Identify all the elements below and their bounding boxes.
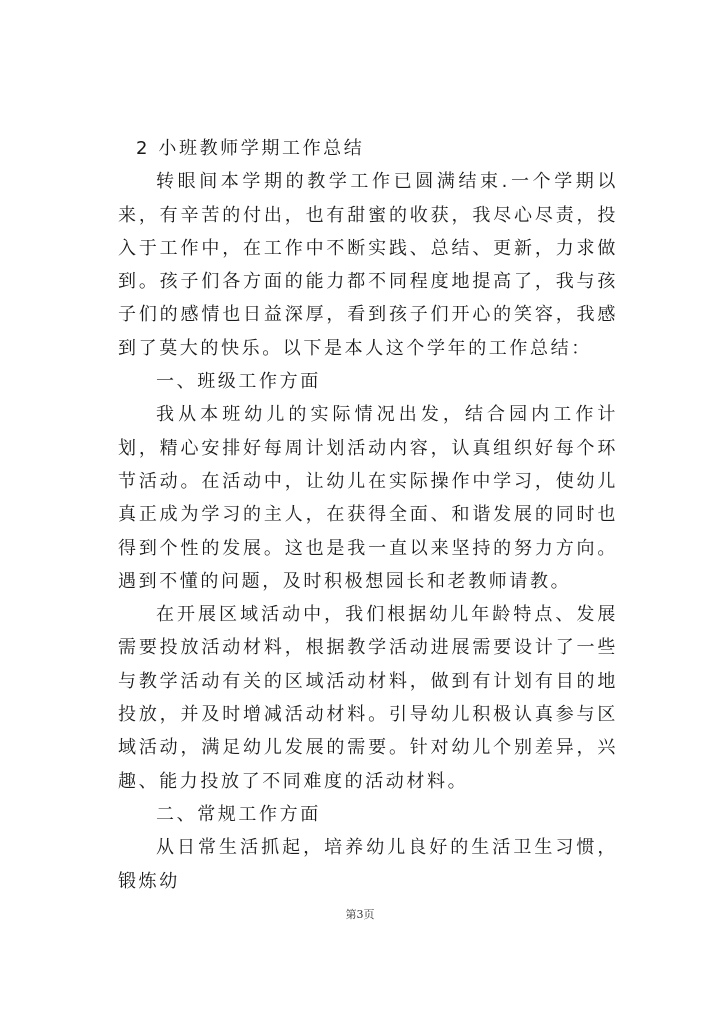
- paragraph-area-activities: 在开展区域活动中，我们根据幼儿年龄特点、发展需要投放活动材料，根据教学活动进展需要设计了一些与教学活动有关的区域活动材料，做到有计划有目的地投放，并及时增减活动材料。引导幼儿积极认真参与区域活动，满足幼儿发展的需要。针对幼儿个别差异，兴趣、能力投放了不同难度的活动材料。: [118, 604, 618, 792]
- paragraph-routine-work: 从日常生活抓起，培养幼儿良好的生活卫生习惯，锻炼幼: [118, 837, 618, 892]
- document-body: [118, 132, 618, 898]
- document-title: 2 小班教师学期工作总结: [136, 138, 365, 159]
- page-number: 第3页: [345, 908, 375, 921]
- paragraph-class-work: 我从本班幼儿的实际情况出发，结合园内工作计划，精心安排好每周计划活动内容，认真组织好每个环节活动。在活动中，让幼儿在实际操作中学习，使幼儿真正成为学习的主人，在获得全面、和谐发展的同时也得到个性的发展。这也是我一直以来坚持的努力方向。遇到不懂的问题，及时积极想园长和老教师请教。: [118, 404, 618, 592]
- section-heading-class-work: 一、班级工作方面: [156, 371, 321, 393]
- section-heading-routine-work: 二、常规工作方面: [156, 803, 321, 825]
- paragraph-intro: 转眼间本学期的教学工作已圆满结束.一个学期以来，有辛苦的付出，也有甜蜜的收获，我尽心尽责，投入于工作中，在工作中不断实践、总结、更新，力求做到。孩子们各方面的能力都不同程度地提高了，我与孩子们的感情也日益深厚，看到孩子们开心的笑容，我感到了莫大的快乐。以下是本人这个学年的工作总结：: [118, 171, 618, 359]
